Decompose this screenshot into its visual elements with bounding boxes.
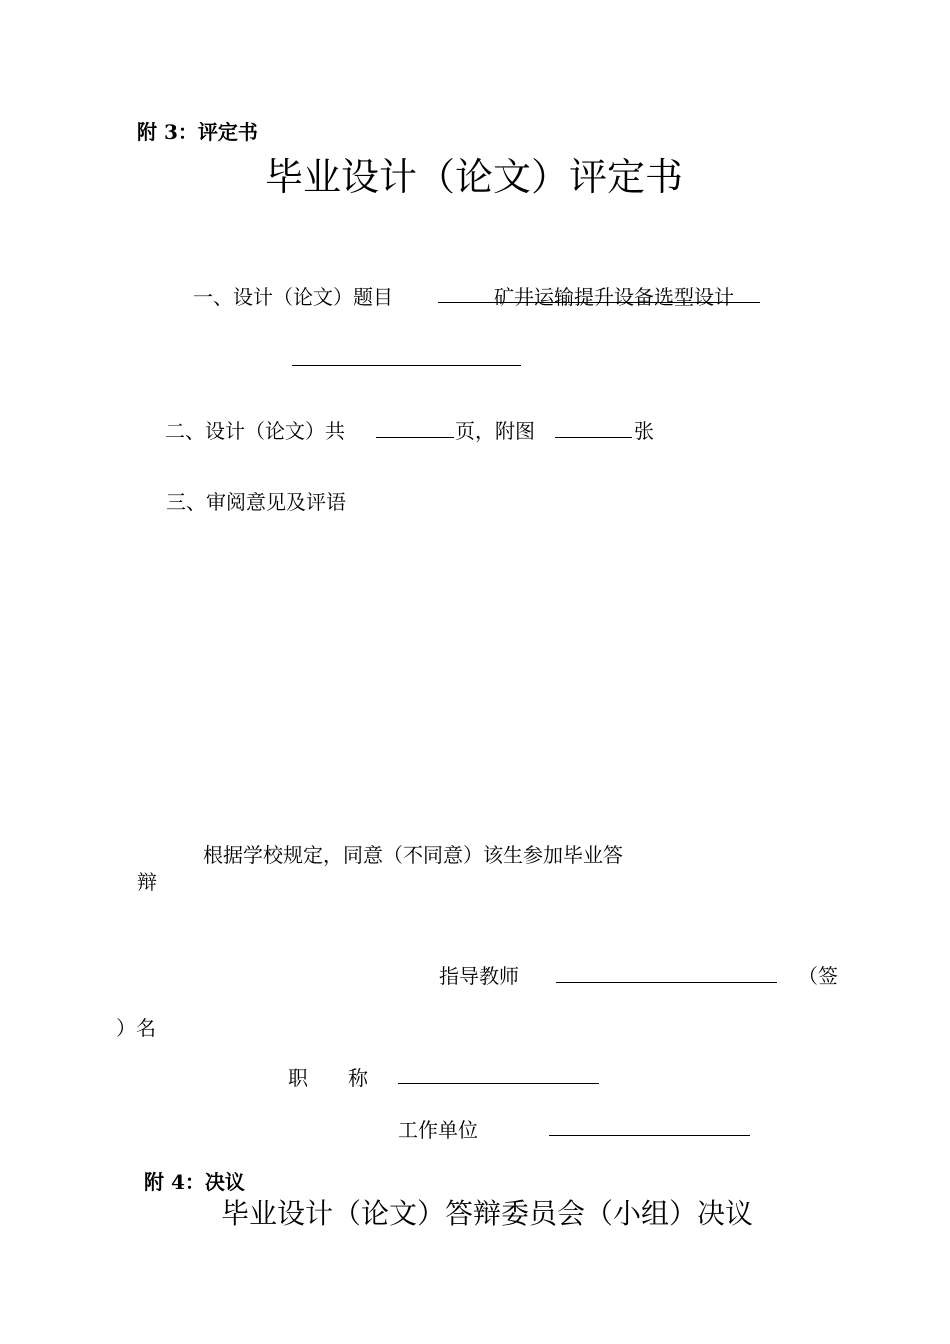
review-comments-area[interactable] — [166, 520, 786, 820]
appendix-4-label: 附 4：决议 — [144, 1170, 245, 1194]
page-title: 毕业设计（论文）评定书 — [265, 155, 684, 199]
professional-title-label: 职 称 — [288, 1066, 368, 1090]
figure-count-field[interactable] — [555, 437, 632, 438]
conclusion-text-end: 辩 — [137, 870, 157, 894]
figure-count-label: 页，附图 — [455, 419, 535, 443]
appendix-3-label: 附 3：评定书 — [137, 120, 258, 144]
advisor-label: 指导教师 — [439, 964, 519, 988]
advisor-signature-field[interactable] — [556, 982, 777, 983]
review-comments-label: 三、审阅意见及评语 — [166, 490, 346, 514]
page-count-label: 二、设计（论文）共 — [165, 419, 345, 443]
work-unit-label: 工作单位 — [398, 1118, 478, 1142]
resolution-title: 毕业设计（论文）答辩委员会（小组）决议 — [221, 1197, 754, 1230]
topic-continuation-line — [292, 365, 521, 366]
topic-label: 一、设计（论文）题目 — [193, 285, 393, 309]
page-count-field[interactable] — [376, 437, 454, 438]
conclusion-text: 根据学校规定，同意（不同意）该生参加毕业答 — [203, 843, 623, 867]
figure-unit-label: 张 — [634, 419, 654, 443]
work-unit-field[interactable] — [549, 1135, 750, 1136]
sign-note-open: （签 — [798, 964, 838, 988]
sign-note-close: ）名 — [116, 1016, 156, 1040]
topic-value: 矿井运输提升设备选型设计 — [494, 285, 734, 309]
professional-title-field[interactable] — [398, 1083, 599, 1084]
